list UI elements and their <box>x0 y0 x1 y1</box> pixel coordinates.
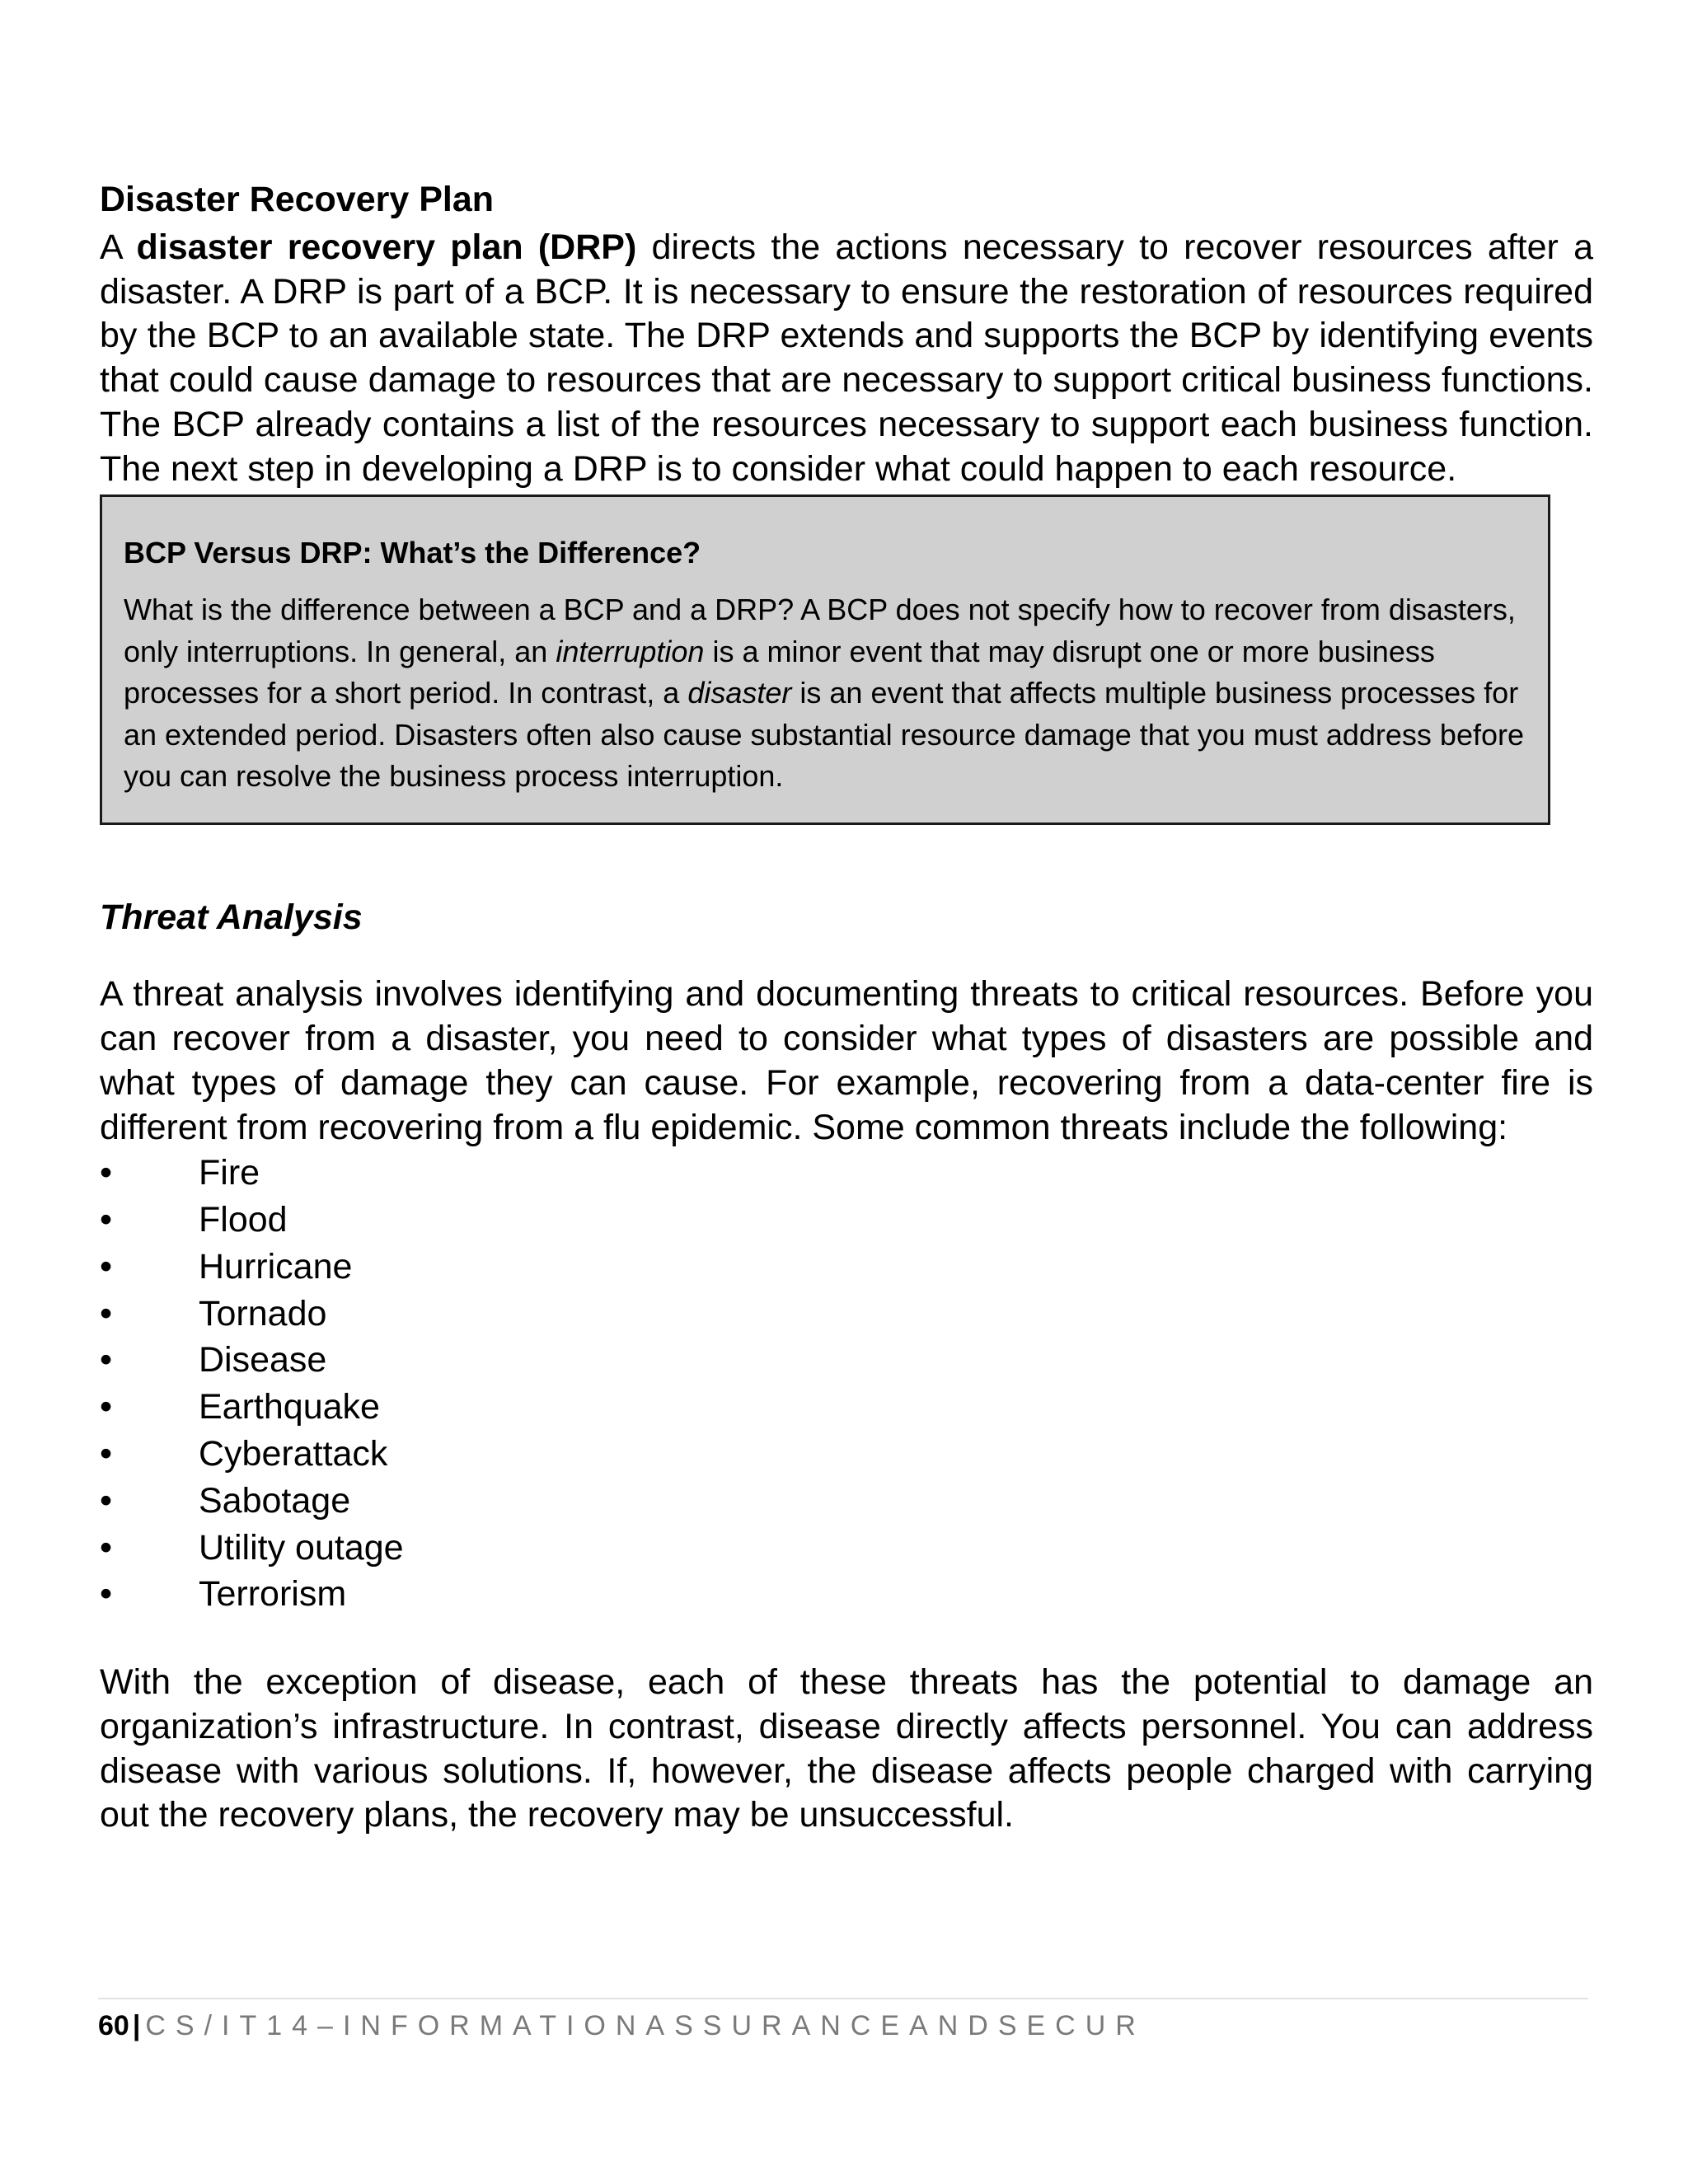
footer-separator: | <box>132 2010 141 2041</box>
list-item: • Flood <box>100 1197 1593 1244</box>
intro-lead: A <box>100 227 137 267</box>
paragraph-spacer <box>100 1618 1593 1661</box>
list-item: • Sabotage <box>100 1478 1593 1525</box>
list-item: • Hurricane <box>100 1244 1593 1291</box>
bullet-icon: • <box>100 1246 113 1286</box>
intro-rest: directs the actions necessary to recover resources after a disaster. A DRP is part of a BCP. It is necessary to ensure the restoration of resources required by the BCP to an available state. The DRP extends and supports the BCP by identifying events that could cause damage to resources that are necessary to support critical business functions. The BCP already contains a list of the resources necessary to support each business function. The next step in developing a DRP is to consider what could happen to each resource. <box>100 227 1594 489</box>
callout-text-2: is a minor event that may disrupt one or more business processes for a short period. In contrast, a <box>124 634 1435 710</box>
bcp-vs-drp-callout <box>100 494 1550 825</box>
bullet-icon: • <box>100 1293 113 1333</box>
document-page <box>100 173 1593 1838</box>
callout-title: BCP Versus DRP: What’s the Difference? <box>124 536 701 570</box>
list-item: • Cyberattack <box>100 1431 1593 1478</box>
list-item: • Tornado <box>100 1291 1593 1338</box>
bullet-icon: • <box>100 1387 113 1427</box>
list-item: • Utility outage <box>100 1525 1593 1572</box>
bullet-icon: • <box>100 1200 113 1240</box>
threat-analysis-intro: A threat analysis involves identifying and documenting threats to critical resources. Before you can recover from a disaster, you need to consider what types of disasters are possible and what types of damage they can cause. For example, recovering from a data-center fire is different from recovering from a flu epidemic. Some common threats include the following: <box>100 974 1593 1147</box>
list-item: • Terrorism <box>100 1571 1593 1618</box>
threat-analysis-closing: With the exception of disease, each of these threats has the potential to damage an organization’s infrastructure. In contrast, disease directly affects personnel. You can address disease with various solutions. If, however, the disease affects people charged with carrying out the recovery plans, the recovery may be unsuccessful. <box>100 1662 1593 1835</box>
list-item: • Earthquake <box>100 1384 1593 1431</box>
course-title: CS/IT14–INFORMATIONASSURANCEANDSECUR <box>145 2010 1146 2041</box>
bullet-icon: • <box>100 1574 113 1615</box>
list-item: • Disease <box>100 1337 1593 1384</box>
page-number: 60 <box>98 2010 129 2041</box>
threat-list <box>100 1150 1593 1618</box>
page-footer <box>98 1998 1588 2042</box>
drp-term: disaster recovery plan (DRP) <box>136 227 637 267</box>
bullet-icon: • <box>100 1434 113 1474</box>
callout-em-interruption: interruption <box>556 634 705 668</box>
bullet-icon: • <box>100 1153 113 1193</box>
list-item: • Fire <box>100 1150 1593 1197</box>
drp-intro-paragraph <box>100 226 1593 491</box>
bullet-icon: • <box>100 1340 113 1380</box>
bullet-icon: • <box>100 1480 113 1521</box>
section-heading: Disaster Recovery Plan <box>100 180 495 219</box>
callout-text-1: What is the difference between a BCP and a DRP? A BCP does not specify how to recover from disasters, only interruptions. In general, an <box>124 593 1516 668</box>
callout-body <box>124 589 1526 798</box>
threat-analysis-heading: Threat Analysis <box>100 897 363 937</box>
callout-em-disaster: disaster <box>687 676 792 710</box>
callout-text-3: is an event that affects multiple business processes for an extended period. Disasters often also cause substantial resource damage that you must address before you can resolve the business process interruption. <box>124 676 1524 794</box>
bullet-icon: • <box>100 1527 113 1568</box>
